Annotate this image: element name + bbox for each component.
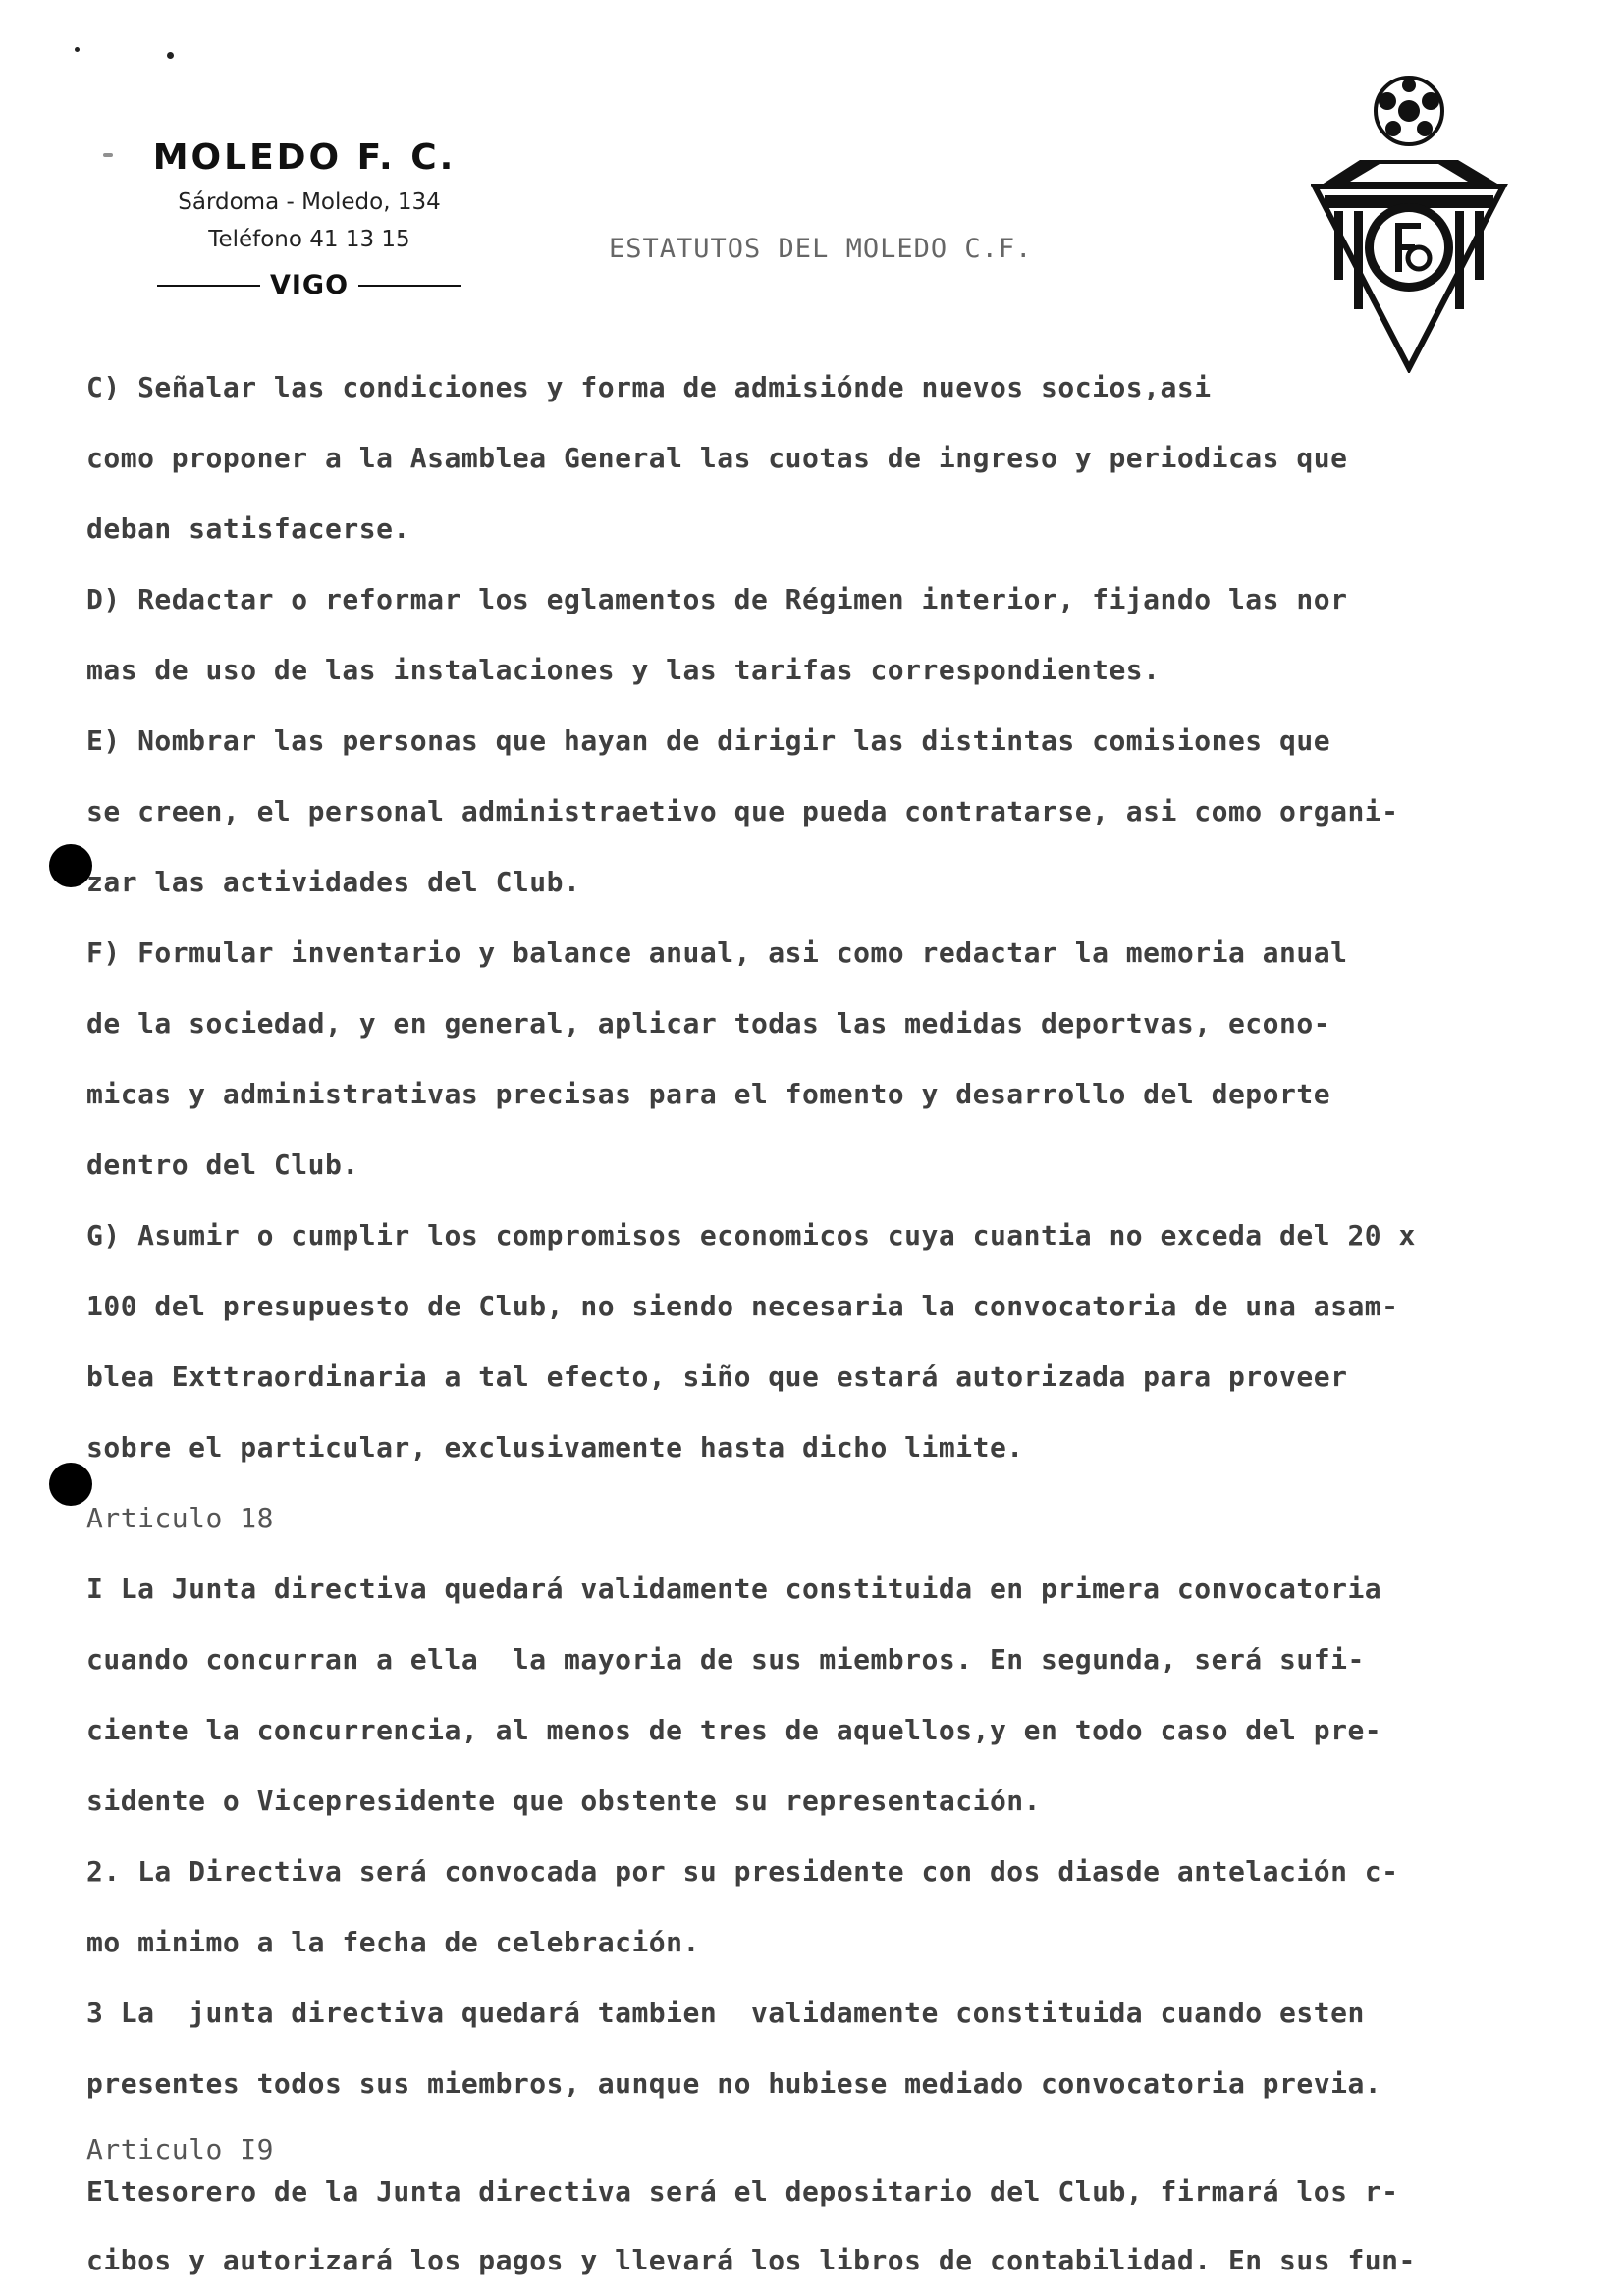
letterhead	[98, 137, 491, 300]
divider-right	[358, 285, 461, 287]
text-line: Eltesorero de la Junta directiva será el depositario del Club, firmará los r-	[86, 2175, 1399, 2208]
text-line: mas de uso de las instalaciones y las tarifas correspondientes.	[86, 654, 1161, 686]
text-line: se creen, el personal administraetivo que pueda contratarse, asi como organi-	[86, 795, 1399, 828]
text-line: ciente la concurrencia, al menos de tres de aquellos,y en todo caso del pre-	[86, 1714, 1382, 1746]
text-line: sidente o Vicepresidente que obstente su representación.	[86, 1785, 1042, 1817]
text-line: D) Redactar o reformar los eglamentos de Régimen interior, fijando las nor	[86, 583, 1348, 615]
text-line: blea Exttraordinaria a tal efecto, siño que estará autorizada para proveer	[86, 1361, 1348, 1393]
club-crest-icon	[1311, 74, 1517, 373]
scan-speck	[75, 47, 80, 52]
club-city-row	[128, 270, 491, 300]
text-line: F) Formular inventario y balance anual, asi como redactar la memoria anual	[86, 936, 1348, 969]
text-line: 100 del presupuesto de Club, no siendo necesaria la convocatoria de una asam-	[86, 1290, 1399, 1322]
text-line: 3 La junta directiva quedará tambien validamente constituida cuando esten	[86, 1997, 1365, 2029]
text-line: cibos y autorizará los pagos y llevará los libros de contabilidad. En sus fun-	[86, 2244, 1416, 2276]
club-name: MOLEDO F. C.	[152, 137, 457, 178]
club-city: VIGO	[269, 270, 350, 300]
club-address: Sárdoma - Moledo, 134	[178, 189, 441, 215]
text-line: cuando concurran a ella la mayoria de sus miembros. En segunda, será sufi-	[86, 1643, 1365, 1676]
article-heading: Articulo I9	[86, 2133, 274, 2165]
document-title: ESTATUTOS DEL MOLEDO C.F.	[609, 234, 1033, 264]
club-phone: Teléfono 41 13 15	[208, 227, 410, 252]
text-line: mo minimo a la fecha de celebración.	[86, 1926, 700, 1958]
text-line: zar las actividades del Club.	[86, 866, 581, 898]
divider-left	[157, 285, 260, 287]
text-line: C) Señalar las condiciones y forma de admisiónde nuevos socios,asi	[86, 371, 1212, 403]
article-heading: Articulo 18	[86, 1502, 274, 1534]
text-line: como proponer a la Asamblea General las cuotas de ingreso y periodicas que	[86, 442, 1348, 474]
text-line: deban satisfacerse.	[86, 512, 410, 545]
text-line: presentes todos sus miembros, aunque no hubiese mediado convocatoria previa.	[86, 2067, 1382, 2100]
text-line: 2. La Directiva será convocada por su presidente con dos diasde antelación c-	[86, 1855, 1399, 1888]
text-line: micas y administrativas precisas para el fomento y desarrollo del deporte	[86, 1078, 1331, 1110]
punch-hole	[49, 1463, 92, 1506]
text-line: sobre el particular, exclusivamente hasta dicho limite.	[86, 1431, 1024, 1464]
text-line: de la sociedad, y en general, aplicar todas las medidas deportvas, econo-	[86, 1007, 1331, 1040]
text-line: E) Nombrar las personas que hayan de dirigir las distintas comisiones que	[86, 724, 1331, 757]
text-line: dentro del Club.	[86, 1148, 359, 1181]
scan-speck	[167, 52, 174, 59]
text-line: G) Asumir o cumplir los compromisos economicos cuya cuantia no exceda del 20 x	[86, 1219, 1416, 1252]
text-line: I La Junta directiva quedará validamente constituida en primera convocatoria	[86, 1573, 1382, 1605]
